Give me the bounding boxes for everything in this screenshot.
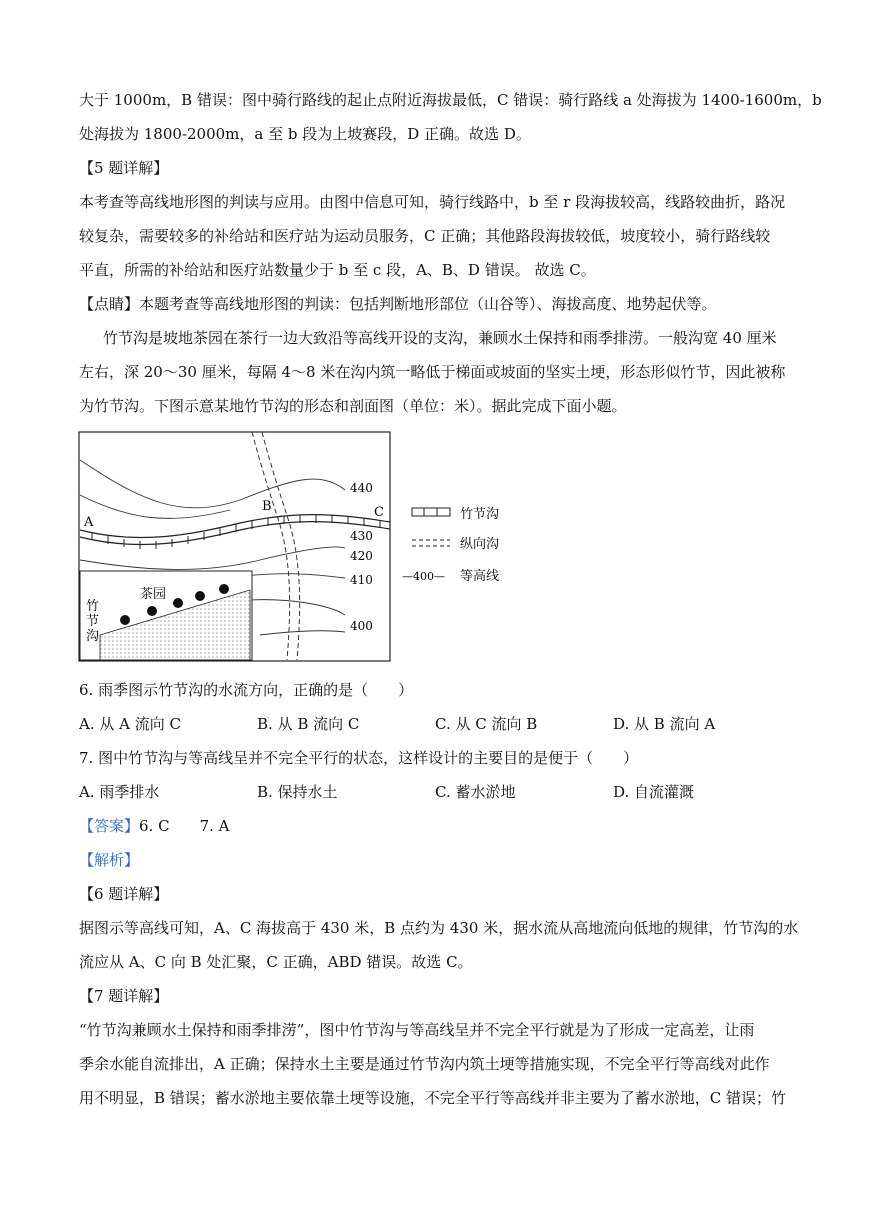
contour-label: 440 (350, 481, 373, 495)
q7-option-d: D. 自流灌溉 (613, 783, 695, 801)
garden-label: 茶园 (140, 587, 167, 602)
paragraph-line: 较复杂，需要较多的补给站和医疗站为运动员服务，C 正确；其他路段海拔较低，坡度较小，骑行路线较 (79, 227, 771, 245)
section-heading: 【5 题详解】 (79, 159, 169, 177)
point-label-c: C (374, 505, 384, 520)
paragraph-line: 平直，所需的补给站和医疗站数量少于 b 至 c 段，A、B、D 错误。 故选 C。 (79, 261, 596, 279)
answer-text: 6. C 7. A (139, 817, 230, 835)
q6-option-a: A. 从 A 流向 C (79, 715, 181, 733)
ditch-label: 沟 (86, 629, 100, 644)
paragraph-line: 本考查等高线地形图的判读与应用。由图中信息可知，骑行线路中，b 至 r 段海拔较高，线路较曲折，路况 (79, 193, 786, 211)
key-point: 【点睛】本题考查等高线地形图的判读：包括判断地形部位（山谷等）、海拔高度、地势起伏等。 (79, 295, 717, 313)
q6-option-d: D. 从 B 流向 A (613, 715, 716, 733)
bamboo-ditch (80, 522, 390, 545)
paragraph-line: “竹节沟兼顾水土保持和雨季排涝”，图中竹节沟与等高线呈并不完全平行就是为了形成一定高差，让雨 (79, 1021, 755, 1039)
stem-line: 左右，深 20～30 厘米，每隔 4～8 米在沟内筑一略低于梯面或坡面的坚实土埂，形态形似竹节，因此被称 (79, 363, 786, 381)
longitudinal-ditch (252, 432, 290, 660)
bamboo-ditch (80, 515, 390, 538)
contour-label: 430 (350, 529, 373, 543)
paragraph-line: 季余水能自流排出，A 正确；保持水土主要是通过竹节沟内筑土埂等措施实现，不完全平行等高线对此作 (79, 1055, 770, 1073)
contour-line (80, 547, 345, 570)
q7-option-c: C. 蓄水淤地 (435, 783, 516, 801)
paragraph-line: 用不明显，B 错误；蓄水淤地主要依靠土埂等设施，不完全平行等高线并非主要为了蓄水淤地，C 错误；竹 (79, 1089, 787, 1107)
legend-label: 纵向沟 (460, 537, 500, 552)
q6-option-c: C. 从 C 流向 B (435, 715, 538, 733)
q6-option-b: B. 从 B 流向 C (257, 715, 360, 733)
paragraph-line: 据图示等高线可知，A、C 海拔高于 430 米，B 点约为 430 米，据水流从高地流向低地的规律，竹节沟的水 (79, 919, 799, 937)
contour-line (260, 631, 345, 635)
section-heading: 【7 题详解】 (79, 987, 169, 1005)
contour-line (250, 600, 345, 615)
legend (402, 506, 499, 584)
contour-label: 410 (350, 573, 373, 587)
stem-line: 竹节沟是坡地茶园在茶行一边大致沿等高线开设的支沟，兼顾水土保持和雨季排涝。一般沟宽 40 厘米 (103, 329, 777, 347)
question-7: 7. 图中竹节沟与等高线呈并不完全平行的状态，这样设计的主要目的是便于（ ） (79, 749, 639, 767)
paragraph-line: 流应从 A、C 向 B 处汇聚，C 正确，ABD 错误。故选 C。 (79, 953, 473, 971)
q7-option-a: A. 雨季排水 (79, 783, 160, 801)
legend-label: 等高线 (460, 569, 500, 584)
answer-label: 【答案】 (79, 817, 140, 835)
q7-option-b: B. 保持水土 (257, 783, 338, 801)
paragraph-line: 处海拔为 1800-2000m，a 至 b 段为上坡赛段，D 正确。故选 D。 (79, 125, 531, 143)
ditch-label: 竹 (86, 599, 100, 614)
point-label-b: B (262, 499, 272, 514)
paragraph-line: 大于 1000m，B 错误：图中骑行路线的起止点附近海拔最低，C 错误：骑行路线 a 处海拔为 1400-1600m，b (79, 91, 822, 109)
contour-label: 420 (350, 549, 373, 563)
longitudinal-ditch (262, 432, 300, 660)
question-6: 6. 雨季图示竹节沟的水流方向，正确的是（ ） (79, 681, 414, 699)
stem-line: 为竹节沟。下图示意某地竹节沟的形态和剖面图（单位：米）。据此完成下面小题。 (79, 397, 627, 415)
ditch-label: 节 (86, 614, 100, 629)
answer-line (79, 816, 230, 836)
section-heading: 【6 题详解】 (79, 885, 169, 903)
legend-sample: —400— (402, 570, 445, 583)
point-label-a: A (84, 515, 94, 530)
contour-label: 400 (350, 619, 373, 633)
analysis-label: 【解析】 (79, 851, 140, 869)
contour-line (80, 460, 345, 508)
legend-label: 竹节沟 (460, 507, 500, 522)
